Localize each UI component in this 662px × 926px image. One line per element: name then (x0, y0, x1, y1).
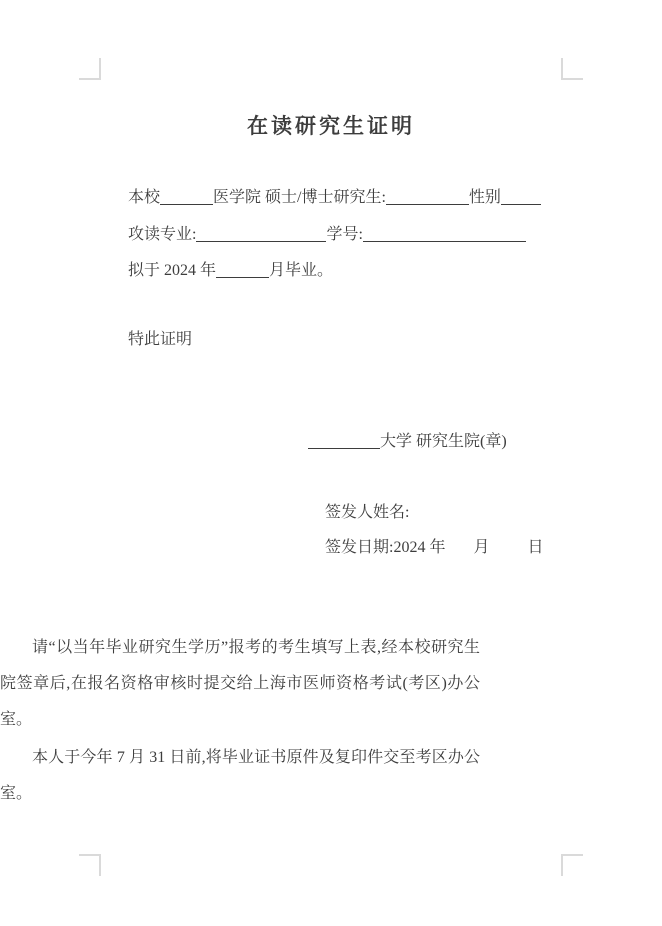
crop-mark-bottom-left (79, 854, 101, 876)
instruction-paragraph-2: 本人于今年 7 月 31 日前,将毕业证书原件及复印件交至考区办公室。 (0, 749, 480, 802)
month-label: 月 (473, 539, 490, 556)
major-blank-underline (196, 225, 326, 242)
form-line-school-name-gender (128, 184, 541, 207)
school-blank-underline (160, 188, 213, 205)
student-name-blank-underline (386, 188, 469, 205)
crop-mark-top-right (561, 58, 583, 80)
graduation-suffix-label: 月毕业。 (269, 262, 334, 279)
gender-blank-underline (501, 188, 541, 205)
graduation-prefix-label: 拟于 2024 年 (128, 262, 217, 279)
student-id-label: 学号: (326, 226, 363, 243)
certify-statement: 特此证明 (128, 331, 193, 348)
gender-label: 性别 (468, 189, 501, 206)
form-line-graduation-date (128, 257, 333, 280)
issue-date-prefix-label: 签发日期:2024 年 (325, 539, 446, 556)
university-name-blank-underline (308, 432, 380, 449)
degree-student-label: 医学院 硕士/博士研究生: (213, 189, 386, 206)
graduation-month-blank-underline (216, 261, 269, 278)
signature-university-line (308, 428, 507, 451)
instruction-paragraph-1: 请“以当年毕业研究生学历”报考的考生填写上表,经本校研究生院签章后,在报名资格审核时提交给上海市医师资格考试(考区)办公室。 (0, 639, 480, 728)
university-seal-label: 大学 研究生院(章) (380, 433, 507, 450)
issuer-name-line: 签发人姓名: (325, 504, 410, 521)
major-label: 攻读专业: (128, 226, 197, 243)
issue-date-line (325, 534, 543, 557)
crop-mark-top-left (79, 58, 101, 80)
student-id-blank-underline (363, 225, 526, 242)
school-prefix-label: 本校 (128, 189, 161, 206)
day-label: 日 (527, 539, 544, 556)
crop-mark-bottom-right (561, 854, 583, 876)
document-title: 在读研究生证明 (247, 114, 415, 138)
form-line-major-student-id (128, 221, 526, 244)
